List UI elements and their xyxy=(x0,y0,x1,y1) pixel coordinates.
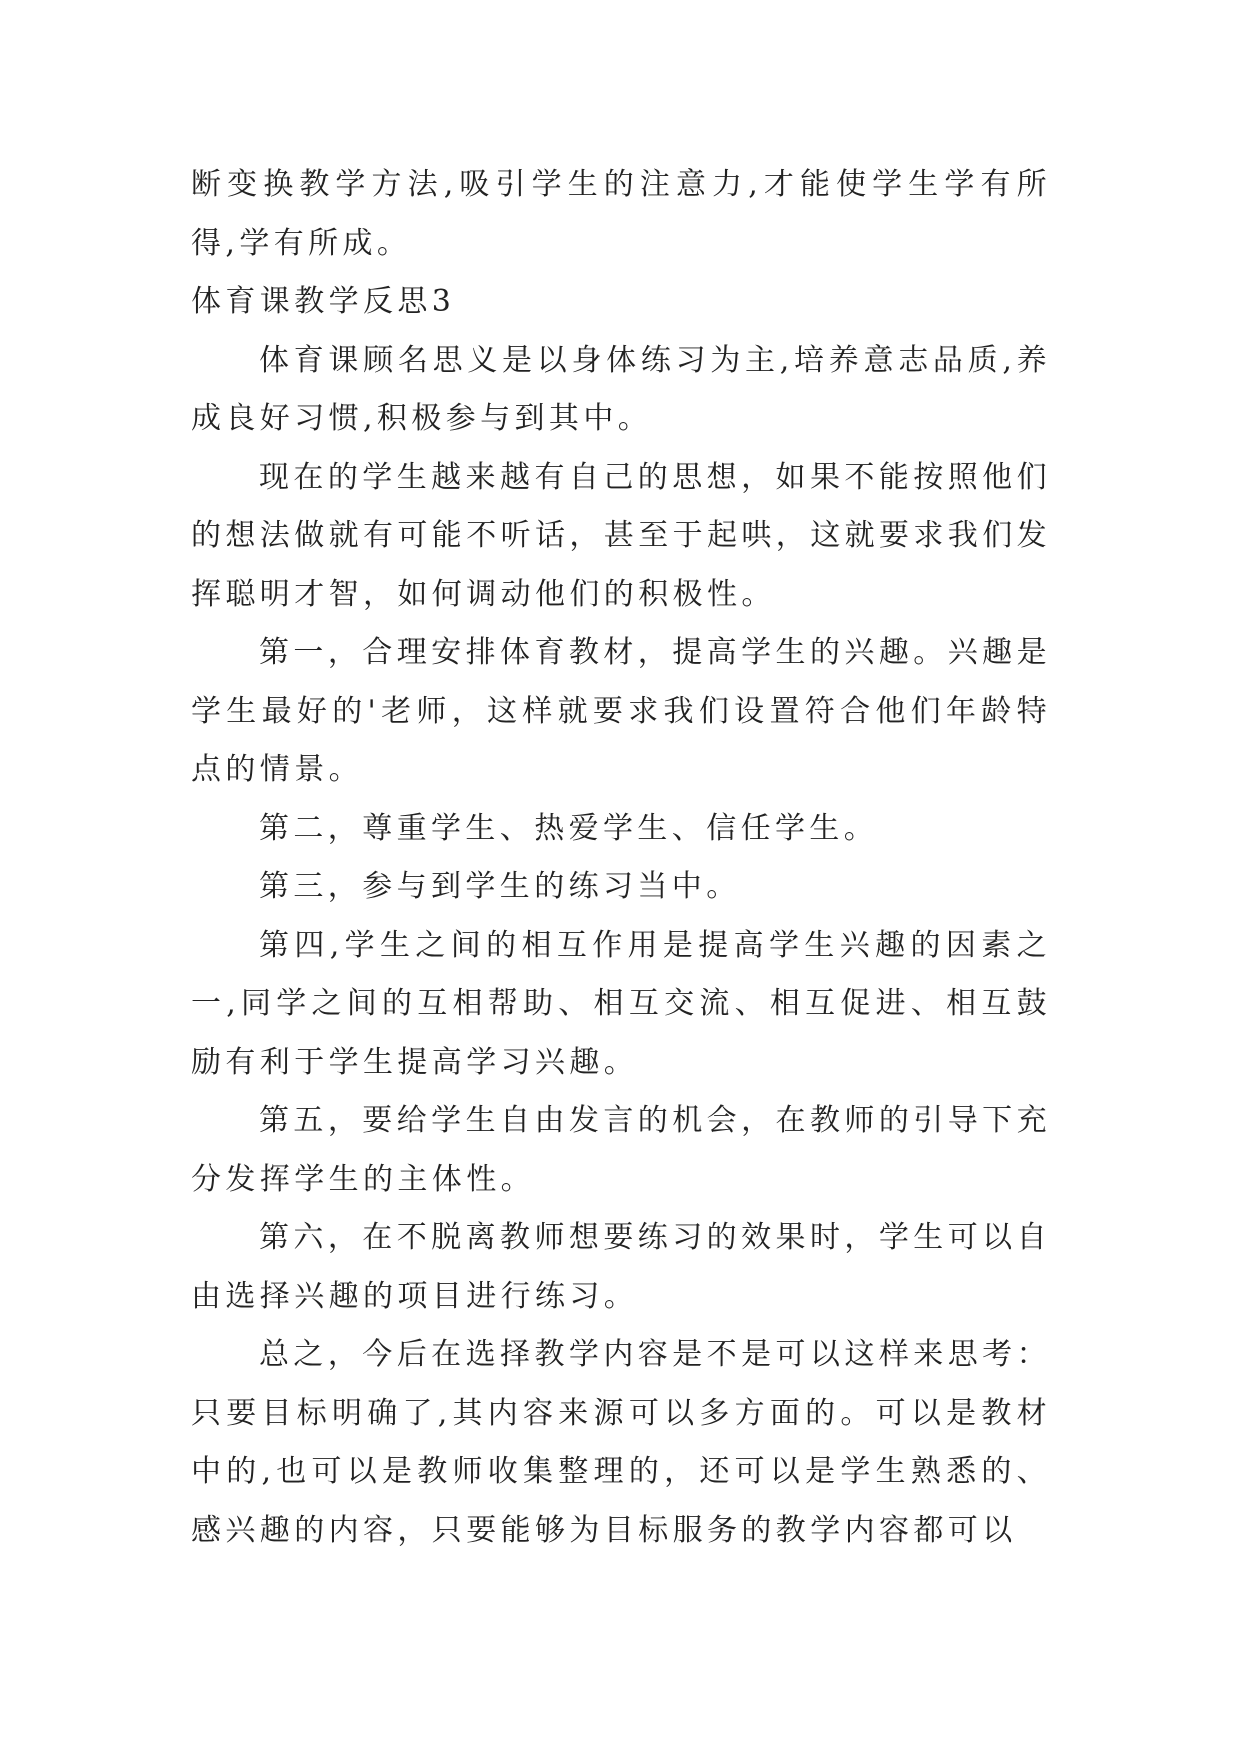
paragraph: 第五，要给学生自由发言的机会，在教师的引导下充分发挥学生的主体性。 xyxy=(191,1103,1051,1197)
paragraph: 第一，合理安排体育教材，提高学生的兴趣。兴趣是学生最好的'老师，这样就要求我们设置符合他们年龄特点的情景。 xyxy=(191,635,1051,787)
document-body xyxy=(191,156,1051,1560)
paragraph: 现在的学生越来越有自己的思想，如果不能按照他们的想法做就有可能不听话，甚至于起哄，这就要求我们发挥聪明才智，如何调动他们的积极性。 xyxy=(191,459,1051,612)
paragraph: 总之，今后在选择教学内容是不是可以这样来思考：只要目标明确了,其内容来源可以多方面的。可以是教材中的,也可以是教师收集整理的，还可以是学生熟悉的、感兴趣的内容，只要能够为目标服务的教学内容都可以 xyxy=(191,1337,1051,1548)
paragraph: 第四,学生之间的相互作用是提高学生兴趣的因素之一,同学之间的互相帮助、相互交流、相互促进、相互鼓励有利于学生提高学习兴趣。 xyxy=(191,927,1051,1080)
paragraph: 第三，参与到学生的练习当中。 xyxy=(259,869,741,904)
paragraph: 第二，尊重学生、热爱学生、信任学生。 xyxy=(259,810,879,846)
paragraph: 体育课顾名思义是以身体练习为主,培养意志品质,养成良好习惯,积极参与到其中。 xyxy=(191,342,1051,436)
paragraph: 第六，在不脱离教师想要练习的效果时，学生可以自由选择兴趣的项目进行练习。 xyxy=(191,1220,1051,1314)
section-heading: 体育课教学反思3 xyxy=(191,284,456,319)
paragraph-continuation: 断变换教学方法,吸引学生的注意力,才能使学生学有所得,学有所成。 xyxy=(191,167,1051,261)
